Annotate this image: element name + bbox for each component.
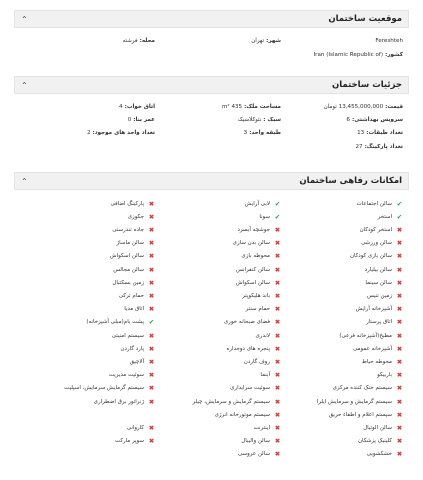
cross-icon: ✖ <box>274 410 281 419</box>
amenity-item <box>358 438 403 445</box>
amenity-label: حمام سنتر <box>245 306 270 313</box>
detail-style: سبک :نئوکلاسیک <box>237 117 281 123</box>
amenity-item <box>367 292 403 299</box>
cross-icon: ✖ <box>148 371 155 380</box>
amenity-item <box>233 240 281 247</box>
amenity-label: اتاق مدیا <box>124 306 144 313</box>
amenity-label: سالن اجتماعات <box>356 200 392 207</box>
amenity-item <box>128 213 155 220</box>
cross-icon: ✖ <box>274 239 281 248</box>
cross-icon: ✖ <box>148 239 155 248</box>
location-neighborhood: محله:فرشته <box>122 38 155 44</box>
amenity-label: ژنراتور برق اضطراری <box>93 398 144 405</box>
amenity-item <box>241 253 281 260</box>
cross-icon: ✖ <box>274 423 281 432</box>
amenity-label: باربیکو <box>377 372 392 379</box>
amenity-item <box>378 213 403 220</box>
cross-icon: ✖ <box>396 371 403 380</box>
cross-icon: ✖ <box>274 291 281 300</box>
amenity-item <box>329 411 403 418</box>
check-icon: ✔ <box>148 318 155 327</box>
detail-age: عمر بنا:0 <box>127 117 155 123</box>
amenity-label: سالن والیبال <box>241 438 270 445</box>
cross-icon: ✖ <box>274 357 281 366</box>
detail-available-units: تعداد واحد های موجود:2 <box>86 130 155 136</box>
location-name: Fereshteh <box>375 38 403 44</box>
amenity-item <box>64 385 155 392</box>
amenity-item <box>360 226 403 233</box>
amenity-item <box>361 240 403 247</box>
cross-icon: ✖ <box>148 212 155 221</box>
cross-icon: ✖ <box>274 331 281 340</box>
amenity-label: محوطه بازی <box>241 253 270 260</box>
amenity-label: زمین تنیس <box>366 292 392 299</box>
check-icon: ✔ <box>274 212 281 221</box>
amenity-item <box>113 266 155 273</box>
cross-icon: ✖ <box>396 305 403 314</box>
amenity-label: سالن الوتیال <box>363 424 392 431</box>
chevron-up-icon[interactable]: ⌃ <box>21 80 28 90</box>
cross-icon: ✖ <box>274 450 281 459</box>
amenity-label: سونا <box>259 213 270 220</box>
amenity-item <box>112 226 155 233</box>
detail-bedrooms: اتاق خواب:4 <box>119 104 155 110</box>
cross-icon: ✖ <box>148 423 155 432</box>
amenity-item <box>127 424 155 431</box>
amenity-item <box>86 319 155 326</box>
amenity-item <box>130 358 155 365</box>
amenity-item <box>121 345 156 352</box>
check-icon: ✔ <box>274 199 281 208</box>
amenity-item <box>236 279 281 286</box>
amenity-label: سالن بیلیارد <box>364 266 392 273</box>
amenity-item <box>110 253 155 260</box>
amenity-item <box>227 345 282 352</box>
amenity-item <box>362 358 403 365</box>
cross-icon: ✖ <box>396 225 403 234</box>
amenity-label: جوشچه آبسرد <box>237 226 270 233</box>
check-icon: ✔ <box>396 199 403 208</box>
amenity-label: سالن بدن سازی <box>232 240 270 247</box>
amenity-label: اینترنت <box>253 424 270 431</box>
amenity-item <box>353 345 403 352</box>
location-city: شهر:تهران <box>251 38 281 44</box>
amenity-item <box>112 332 155 339</box>
detail-parking: تعداد پارکینگ:27 <box>355 144 403 150</box>
amenity-label: لابی آرایش <box>244 200 270 207</box>
amenity-item <box>94 398 155 405</box>
cross-icon: ✖ <box>396 252 403 261</box>
amenity-label: سالن عروسی <box>237 451 270 458</box>
amenity-item <box>254 424 281 431</box>
amenity-item <box>245 200 281 207</box>
amenity-item <box>259 213 281 220</box>
cross-icon: ✖ <box>148 252 155 261</box>
location-section-header[interactable] <box>14 10 409 28</box>
amenity-label: سالن بازی کودکان <box>349 253 392 260</box>
amenity-label: سالن سینما <box>365 279 392 286</box>
cross-icon: ✖ <box>396 357 403 366</box>
amenity-label: فضای صبحانه خوری <box>223 319 270 326</box>
amenity-label: سوپر مارکت <box>114 438 144 445</box>
amenity-item <box>124 306 155 313</box>
amenity-item <box>238 451 281 458</box>
amenity-item <box>236 266 281 273</box>
amenity-label: مطبخ(آشپزخانه فرعی) <box>339 332 392 339</box>
amenity-label: خشکشویی <box>366 451 392 458</box>
amenity-label: روف گاردن <box>243 358 270 365</box>
amenity-item <box>224 319 281 326</box>
amenity-label: استخر کودکان <box>359 226 392 233</box>
detail-bathrooms: سرویس بهداشتی:6 <box>346 117 403 123</box>
amenity-item <box>242 292 281 299</box>
details-section-title: جزئیات ساختمان <box>331 80 402 90</box>
cross-icon: ✖ <box>396 239 403 248</box>
amenity-label: پنجره های دوجداره <box>226 345 270 352</box>
amenity-item <box>317 398 403 405</box>
cross-icon: ✖ <box>148 199 155 208</box>
amenity-label: سالن ماساژ <box>116 240 144 247</box>
cross-icon: ✖ <box>396 318 403 327</box>
amenity-item <box>246 306 281 313</box>
check-icon: ✔ <box>396 212 403 221</box>
amenity-item <box>193 398 281 405</box>
cross-icon: ✖ <box>274 384 281 393</box>
cross-icon: ✖ <box>274 397 281 406</box>
amenity-item <box>237 226 281 233</box>
amenity-label: سالن مجالس <box>113 266 144 273</box>
amenity-label: اتاق پرستار <box>366 319 392 326</box>
amenity-item <box>365 279 403 286</box>
cross-icon: ✖ <box>396 291 403 300</box>
cross-icon: ✖ <box>396 410 403 419</box>
amenity-item <box>109 372 155 379</box>
amenity-item <box>333 385 403 392</box>
amenity-item <box>339 332 403 339</box>
amenity-label: سوئیت سرایداری <box>230 385 270 392</box>
amenity-label: سیستم گرمایش و سرمایش ایلرا <box>316 398 392 405</box>
amenity-item <box>367 451 403 458</box>
amenity-label: سالن کنفرانس <box>235 266 270 273</box>
amenity-label: حمام ترکی <box>118 292 144 299</box>
cross-icon: ✖ <box>274 344 281 353</box>
cross-icon: ✖ <box>274 318 281 327</box>
amenity-label: سیستم امنیتی <box>111 332 144 339</box>
cross-icon: ✖ <box>396 397 403 406</box>
amenity-item <box>117 240 155 247</box>
detail-floors: تعداد طبقات:13 <box>357 130 403 136</box>
amenity-label: کلینیک پزشکان <box>357 438 392 445</box>
cross-icon: ✖ <box>396 265 403 274</box>
amenity-label: باند هلیکوپتر <box>242 292 270 299</box>
amenity-label: آشپزخانه عمومی <box>353 345 392 352</box>
amenity-item <box>115 438 155 445</box>
cross-icon: ✖ <box>274 371 281 380</box>
cross-icon: ✖ <box>148 305 155 314</box>
amenity-label: زمین بسکتبال <box>112 279 144 286</box>
location-section-title: موقعیت ساختمان <box>328 14 402 24</box>
amenity-item <box>363 424 403 431</box>
cross-icon: ✖ <box>396 344 403 353</box>
amenity-label: محوطه حیاط <box>361 358 392 365</box>
amenity-label: پارد گاردن <box>120 345 144 352</box>
cross-icon: ✖ <box>148 437 155 446</box>
amenity-label: آبنما <box>260 372 270 379</box>
cross-icon: ✖ <box>396 384 403 393</box>
cross-icon: ✖ <box>148 331 155 340</box>
amenity-label: سیستم اعلام و اطفاء حریق <box>328 411 392 418</box>
amenity-item <box>112 279 155 286</box>
cross-icon: ✖ <box>148 357 155 366</box>
cross-icon: ✖ <box>148 278 155 287</box>
amenity-label: آشپزخانه آرایش <box>355 306 392 313</box>
details-section-header[interactable] <box>14 76 409 94</box>
amenity-label: سیستم گرمایش و سرمایش، چیلر <box>192 398 270 405</box>
cross-icon: ✖ <box>396 331 403 340</box>
cross-icon: ✖ <box>274 265 281 274</box>
amenity-item <box>366 319 403 326</box>
amenity-item <box>215 411 281 418</box>
cross-icon: ✖ <box>148 291 155 300</box>
amenity-label: سیستم موتورخانه انرژی <box>214 411 270 418</box>
location-country: کشور:(Iran (Islamic Republic of <box>313 52 403 58</box>
cross-icon: ✖ <box>396 450 403 459</box>
cross-icon: ✖ <box>148 225 155 234</box>
amenity-item <box>356 306 403 313</box>
amenity-label: سیستم گرمایش سرمایش، اسپلیت <box>64 385 144 392</box>
detail-price: قیمت:13,455,000,000 تومان <box>323 104 403 110</box>
cross-icon: ✖ <box>274 437 281 446</box>
amenity-label: سالن اسکواش <box>109 253 144 260</box>
cross-icon: ✖ <box>396 437 403 446</box>
amenity-item <box>241 438 281 445</box>
cross-icon: ✖ <box>148 397 155 406</box>
amenity-item <box>260 372 281 379</box>
cross-icon: ✖ <box>396 278 403 287</box>
chevron-up-icon[interactable]: ⌃ <box>21 176 28 186</box>
amenity-label: کاروانی <box>126 424 144 431</box>
chevron-up-icon[interactable]: ⌃ <box>21 14 28 24</box>
cross-icon: ✖ <box>148 384 155 393</box>
cross-icon: ✖ <box>274 252 281 261</box>
cross-icon: ✖ <box>396 423 403 432</box>
cross-icon: ✖ <box>274 225 281 234</box>
amenities-section-title: امکانات رفاهی ساختمان <box>299 176 402 186</box>
amenity-item <box>230 385 281 392</box>
amenity-label: سیستم خنک کننده مرکزی <box>332 385 392 392</box>
amenity-item <box>350 253 403 260</box>
amenity-label: سالن اسکواش <box>235 279 270 286</box>
amenity-item <box>255 332 281 339</box>
amenity-item <box>110 200 155 207</box>
amenity-label: پارکینگ اضافی <box>110 200 144 207</box>
amenity-label: پشت بام(مبلی آشپزخانه) <box>86 319 144 326</box>
amenity-label: استخر <box>377 213 392 220</box>
cross-icon: ✖ <box>274 305 281 314</box>
amenity-label: لاندری <box>255 332 270 339</box>
cross-icon: ✖ <box>148 344 155 353</box>
amenity-item <box>119 292 155 299</box>
detail-area: مساحت ملک:435 m² <box>221 104 281 110</box>
amenity-item <box>357 200 403 207</box>
amenity-item <box>377 372 403 379</box>
amenity-item <box>244 358 281 365</box>
amenity-label: سالن ورزشی <box>360 240 392 247</box>
amenity-label: سوئیت مدیریت <box>108 372 144 379</box>
amenities-section-header[interactable] <box>14 172 409 190</box>
amenity-label: آلاچیق <box>129 358 144 365</box>
cross-icon: ✖ <box>148 265 155 274</box>
cross-icon: ✖ <box>274 278 281 287</box>
amenity-label: جکوزی <box>127 213 144 220</box>
amenity-label: جاده تندرستی <box>112 226 144 233</box>
amenity-item <box>365 266 403 273</box>
detail-unit-floor: طبقه واحد:3 <box>243 130 281 136</box>
